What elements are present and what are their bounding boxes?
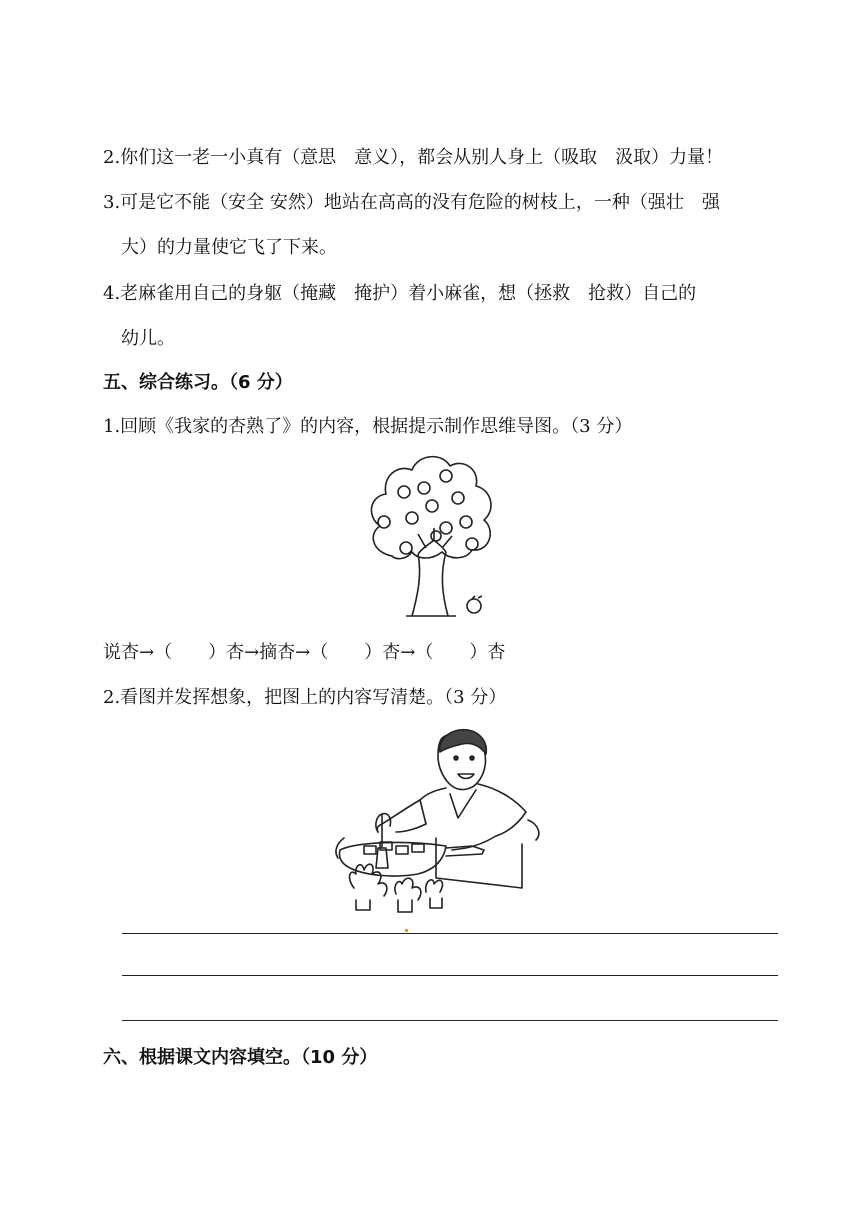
question-item-2: 2.你们这一老一小真有（意思 意义），都会从别人身上（吸取 汲取）力量！ [103,147,724,168]
tree-trunk [412,528,452,616]
man-body [420,784,526,888]
apricot-tree-illustration [362,448,500,620]
fallen-apricot [467,599,481,613]
section-6-heading: 六、根据课文内容填空。（10 分） [103,1047,378,1068]
man-cooking-wok-illustration [326,728,548,914]
question-item-4-line-1: 4.老麻雀用自己的身躯（掩藏 掩护）着小麻雀，想（拯救 抢救）自己的 [103,283,697,304]
question-item-3-line-2: 大）的力量使它飞了下来。 [121,237,337,258]
answer-line-2 [122,975,778,976]
stray-mark [405,929,408,932]
question-item-3-line-1: 3.可是它不能（安全 安然）地站在高高的没有危险的树枝上，一种（强壮 强 [103,192,720,213]
question-item-4-line-2: 幼儿。 [121,328,175,349]
section-5-question-1-prompt: 1.回顾《我家的杏熟了》的内容，根据提示制作思维导图。（3 分） [103,416,633,437]
section-5-heading: 五、综合练习。（6 分） [103,372,293,393]
mindmap-fill-in-line: 说杏→（ ）杏→摘杏→（ ）杏→（ ）杏 [103,642,506,663]
answer-line-3 [122,1020,778,1021]
tree-canopy [371,457,491,559]
answer-line-1 [122,933,778,934]
section-5-question-2-prompt: 2.看图并发挥想象，把图上的内容写清楚。（3 分） [103,687,507,708]
